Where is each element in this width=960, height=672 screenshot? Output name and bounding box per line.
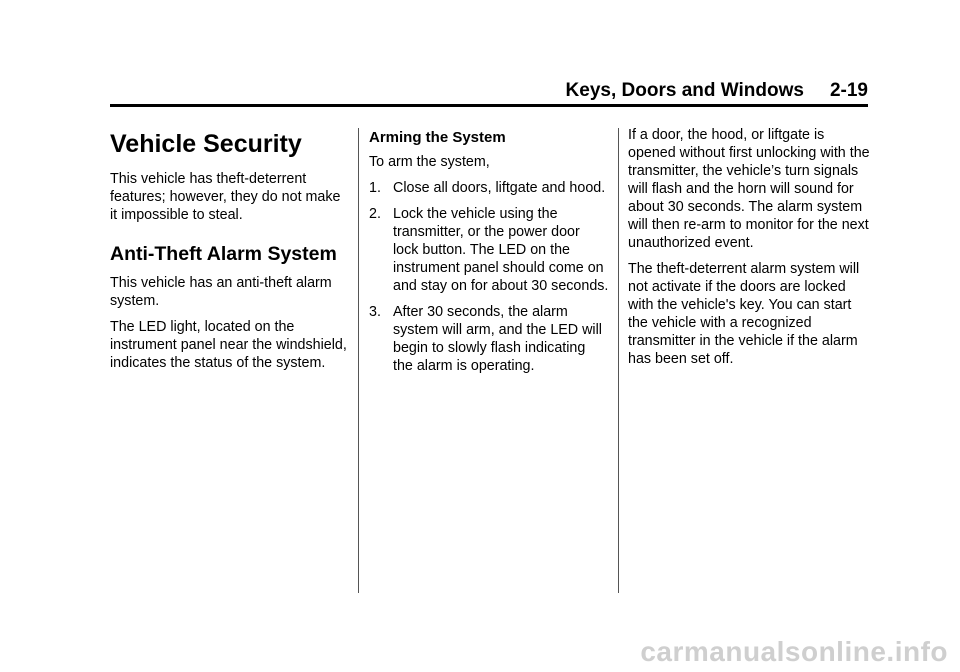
security-intro: This vehicle has theft-deterrent features; however, they do not make it impossible to steal. (110, 171, 341, 223)
column-divider-2 (618, 128, 619, 593)
page-header (566, 80, 868, 102)
alarm-paragraph-2: The LED light, located on the instrument panel near the windshield, indicates the status of the system. (110, 319, 347, 371)
step-number: 3. (369, 304, 381, 320)
list-item (369, 179, 609, 197)
anti-theft-heading: Anti-Theft Alarm System (110, 243, 337, 265)
vehicle-security-title: Vehicle Security (110, 130, 302, 158)
column-1 (110, 126, 348, 380)
list-item (369, 205, 609, 295)
section-title: Keys, Doors and Windows (565, 80, 804, 101)
watermark: carmanualsonline.info (640, 636, 948, 667)
step-text: After 30 seconds, the alarm system will arm, and the LED will begin to slowly flash indicating the alarm is operating. (393, 304, 602, 374)
alarm-trigger-paragraph: If a door, the hood, or liftgate is opened without first unlocking with the transmitter, the vehicle’s turn signals will flash and the horn will sound for about 30 seconds. The alarm system will then re-arm to monitor for the next unauthorized event. (628, 127, 870, 251)
step-text: Lock the vehicle using the transmitter, or the power door lock button. The LED on the instrument panel should come on and stay on for about 30 seconds. (393, 206, 609, 294)
step-number: 2. (369, 206, 381, 222)
arming-heading: Arming the System (369, 129, 506, 146)
page-number: 2-19 (829, 80, 868, 101)
column-3 (628, 126, 873, 376)
header-rule (110, 104, 868, 107)
list-item (369, 303, 609, 375)
step-text: Close all doors, liftgate and hood. (393, 180, 606, 196)
arming-intro: To arm the system, (369, 154, 490, 170)
column-2 (369, 126, 609, 383)
alarm-activation-paragraph: The theft-deterrent alarm system will not activate if the doors are locked with the vehicle's key. You can start the vehicle with a recognized transmitter in the vehicle if the alarm has been set off. (628, 261, 860, 367)
alarm-paragraph-1: This vehicle has an anti-theft alarm system. (110, 275, 332, 309)
arming-steps (369, 179, 609, 375)
step-number: 1. (369, 180, 381, 196)
column-divider-1 (358, 128, 359, 593)
